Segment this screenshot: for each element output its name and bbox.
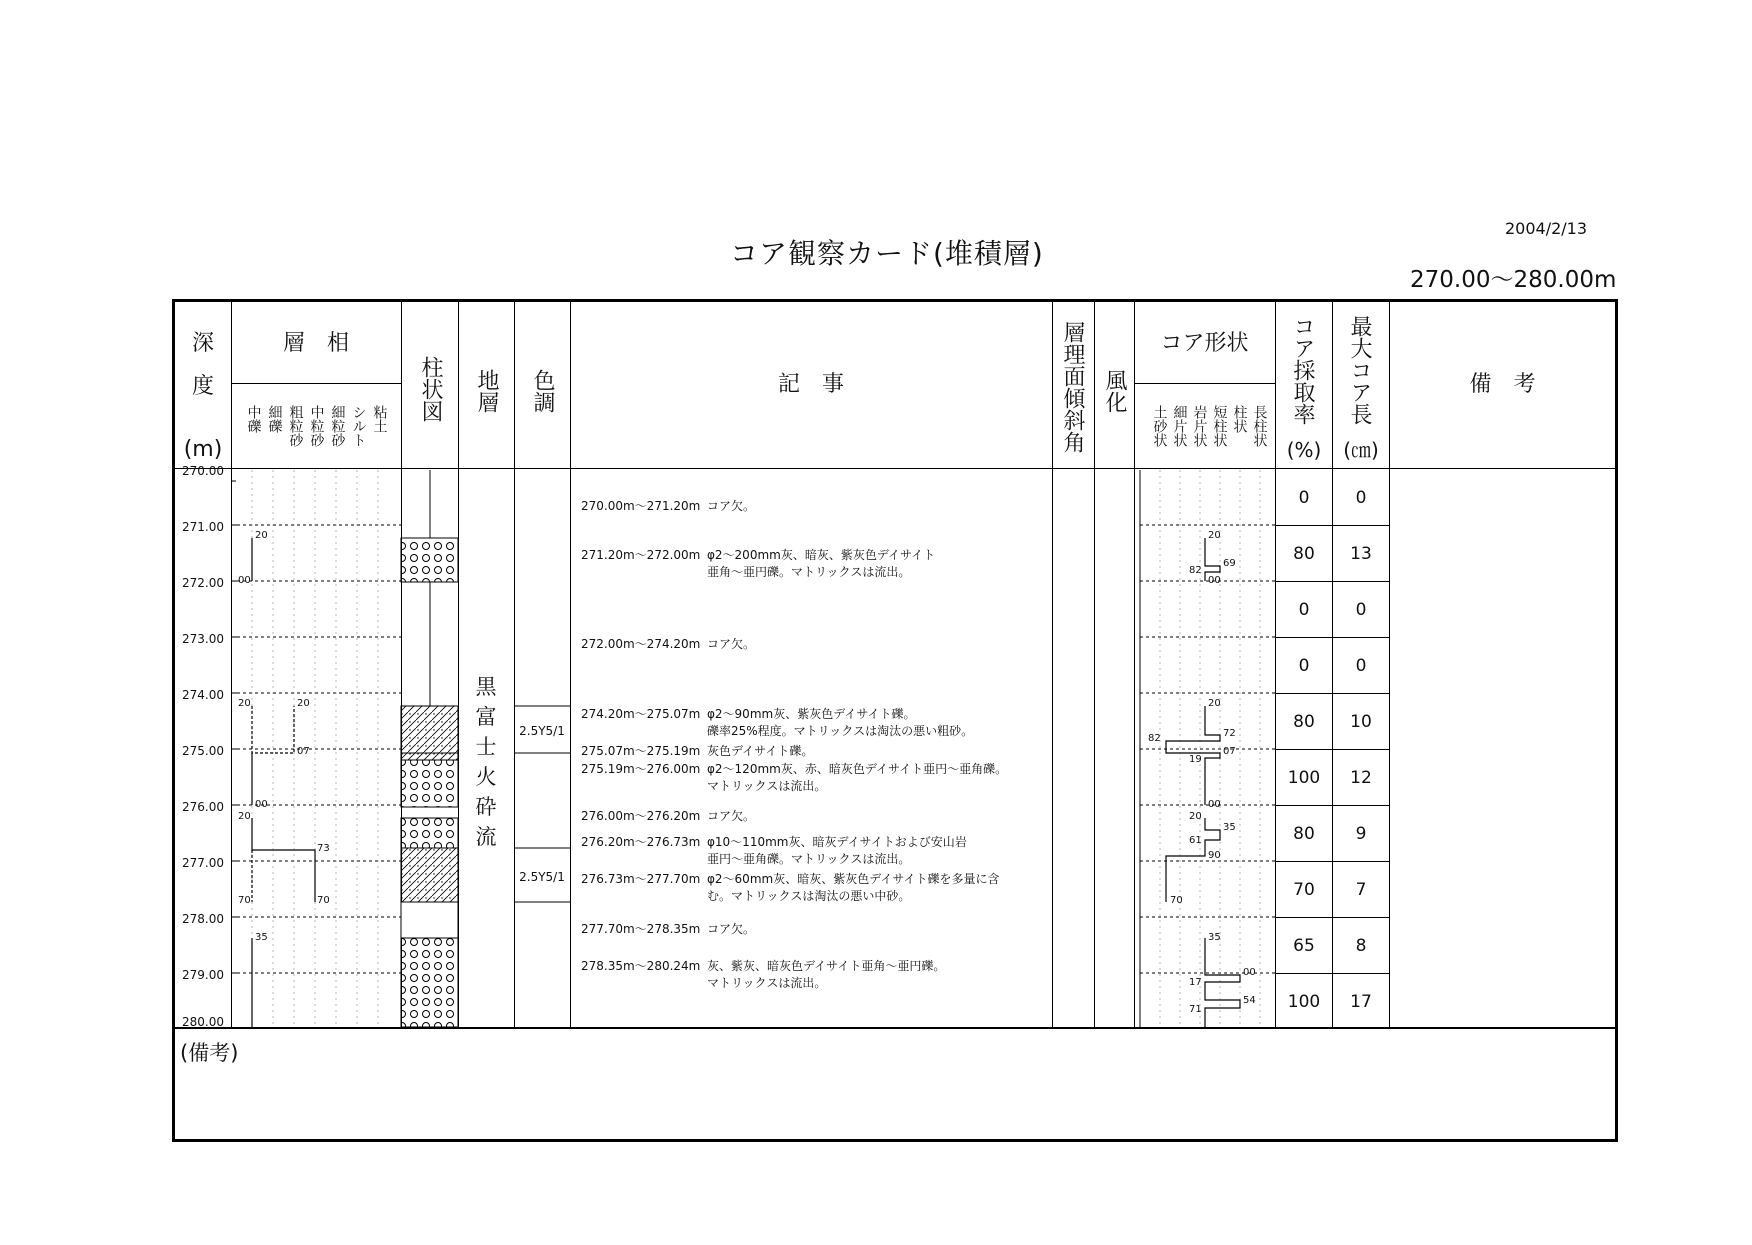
- row-line: [1275, 693, 1389, 694]
- description-entry: 272.00m〜274.20m コア欠。: [581, 637, 756, 651]
- shape-sub-1: 土砂状: [1151, 405, 1168, 447]
- description-entry: 278.35m〜280.24m 灰、紫灰、暗灰色デイサイト亜角〜亜円礫。 マトリックスは流出。: [581, 959, 946, 990]
- description-entry: 276.20m〜276.73m φ10〜110mm灰、暗灰デイサイトおよび安山岩 亜円〜亜角礫。マトリックスは流出。: [581, 835, 967, 866]
- facies-sub-5: 細粒砂: [329, 405, 346, 447]
- facies-sub-2: 細礫: [266, 405, 283, 433]
- weathering-header: 風化: [1102, 369, 1127, 413]
- description-entry: 275.07m〜275.19m 灰色デイサイト礫。: [581, 744, 814, 758]
- shape-value: 20: [1208, 530, 1221, 541]
- recovery-value: 80: [1293, 824, 1315, 844]
- color-value: 2.5Y5/1: [519, 870, 565, 884]
- depth-header-2: 度: [191, 374, 214, 399]
- facies-value: 35: [255, 932, 268, 943]
- description-entry: 275.19m〜276.00m φ2〜120mm灰、赤、暗灰色デイサイト亜円〜亜角礫。 マトリックスは流出。: [581, 762, 1008, 793]
- shape-value: 17: [1189, 977, 1202, 988]
- facies-value: 20: [255, 530, 268, 541]
- facies-value: 20: [238, 698, 251, 709]
- facies-sub-7: 粘土: [371, 405, 388, 433]
- row-line: [1275, 581, 1389, 582]
- max-length-value: 12: [1350, 768, 1372, 788]
- remarks-header: 備 考: [1469, 372, 1536, 397]
- depth-header-1: 深: [191, 331, 214, 356]
- shape-value: 07: [1223, 746, 1236, 757]
- row-line: [1275, 861, 1389, 862]
- shape-sub-3: 岩片状: [1191, 405, 1208, 447]
- shape-value: 61: [1189, 835, 1202, 846]
- max-length-unit: (㎝): [1343, 438, 1379, 462]
- facies-header: 層 相: [282, 331, 349, 356]
- depth-range: 270.00〜280.00m: [1410, 267, 1617, 293]
- depth-label: 273.00: [182, 632, 224, 646]
- description-entry: 277.70m〜278.35m コア欠。: [581, 922, 756, 936]
- color-value: 2.5Y5/1: [519, 724, 565, 738]
- max-length-value: 8: [1355, 936, 1367, 956]
- recovery-header: コア採取率: [1290, 315, 1315, 425]
- description-entry: 270.00m〜271.20m コア欠。: [581, 499, 756, 513]
- shape-sub-2: 細片状: [1171, 405, 1188, 447]
- shape-value: 54: [1243, 995, 1256, 1006]
- bedding-header: 層理面傾斜角: [1060, 321, 1085, 453]
- shape-value: 19: [1189, 754, 1202, 765]
- shape-value: 00: [1243, 967, 1256, 978]
- recovery-value: 0: [1298, 488, 1310, 508]
- stratum-char: 士: [475, 735, 497, 759]
- bottom-remarks-label: (備考): [180, 1041, 239, 1065]
- stratum-header: 地層: [474, 369, 499, 413]
- max-length-value: 0: [1355, 656, 1367, 676]
- shape-value: 71: [1189, 1004, 1202, 1015]
- stratum-char: 火: [475, 765, 497, 789]
- facies-value: 20: [297, 698, 310, 709]
- depth-label: 276.00: [182, 800, 224, 814]
- facies-value: 07: [297, 746, 310, 757]
- shape-value: 35: [1223, 822, 1236, 833]
- row-line: [1275, 973, 1389, 974]
- depth-unit: (m): [183, 437, 223, 462]
- depth-label: 280.00: [182, 1015, 224, 1029]
- recovery-value: 80: [1293, 544, 1315, 564]
- facies-log: [252, 538, 315, 1027]
- shape-value: 70: [1170, 895, 1183, 906]
- max-length-value: 17: [1350, 992, 1372, 1012]
- shape-sub-4: 短柱状: [1211, 405, 1228, 447]
- row-line: [1275, 805, 1389, 806]
- columnar-section: [401, 470, 458, 1027]
- facies-value: 70: [238, 895, 251, 906]
- shape-value: 35: [1208, 932, 1221, 943]
- facies-value: 00: [255, 799, 268, 810]
- color-header: 色調: [530, 369, 555, 413]
- core-shape-header: コア形状: [1160, 331, 1249, 356]
- shape-value: 82: [1189, 565, 1202, 576]
- facies-sub-3: 粗粒砂: [287, 405, 304, 447]
- row-line: [1275, 637, 1389, 638]
- recovery-value: 0: [1298, 656, 1310, 676]
- depth-label: 274.00: [182, 688, 224, 702]
- recovery-value: 80: [1293, 712, 1315, 732]
- shape-value: 00: [1208, 799, 1221, 810]
- row-line: [1275, 749, 1389, 750]
- description-entry: 276.00m〜276.20m コア欠。: [581, 809, 756, 823]
- recovery-value: 0: [1298, 600, 1310, 620]
- shape-value: 69: [1223, 558, 1236, 569]
- stratum-char: 黒: [475, 675, 497, 699]
- shape-value: 20: [1189, 811, 1202, 822]
- stratum-char: 砕: [475, 795, 497, 819]
- card-date: 2004/2/13: [1505, 219, 1588, 238]
- depth-label: 275.00: [182, 744, 224, 758]
- depth-label: 277.00: [182, 856, 224, 870]
- description-header: 記 事: [777, 372, 844, 397]
- depth-label: 278.00: [182, 912, 224, 926]
- max-length-value: 13: [1350, 544, 1372, 564]
- shape-value: 20: [1208, 698, 1221, 709]
- max-length-value: 0: [1355, 600, 1367, 620]
- description-entry: 274.20m〜275.07m φ2〜90mm灰、紫灰色デイサイト礫。 礫率25%程度。マトリックスは淘汰の悪い粗砂。: [581, 707, 974, 738]
- stratum-char: 流: [475, 825, 497, 849]
- row-line: [1275, 917, 1389, 918]
- facies-value: 70: [317, 895, 330, 906]
- max-length-header: 最大コア長: [1347, 315, 1372, 425]
- recovery-value: 65: [1293, 936, 1315, 956]
- shape-sub-5: 柱状: [1231, 405, 1248, 433]
- depth-label: 271.00: [182, 520, 224, 534]
- shape-value: 72: [1223, 728, 1236, 739]
- facies-value: 00: [238, 575, 251, 586]
- facies-sub-4: 中粒砂: [308, 405, 325, 447]
- max-length-value: 0: [1355, 488, 1367, 508]
- depth-label: 272.00: [182, 576, 224, 590]
- recovery-value: 100: [1287, 768, 1321, 788]
- description-entry: 271.20m〜272.00m φ2〜200mm灰、暗灰、紫灰色デイサイト 亜角〜亜円礫。マトリックスは流出。: [581, 548, 936, 579]
- card-title: コア観察カード(堆積層): [730, 237, 1044, 270]
- shape-sub-6: 長柱状: [1251, 405, 1268, 447]
- depth-label: 270.00: [182, 464, 224, 478]
- facies-sub-6: シルト: [350, 405, 367, 447]
- max-length-value: 9: [1355, 824, 1367, 844]
- shape-value: 90: [1208, 850, 1221, 861]
- facies-sub-1: 中礫: [245, 405, 262, 433]
- stratum-char: 富: [475, 705, 497, 729]
- core-shape-log: [1166, 538, 1240, 1027]
- max-length-value: 10: [1350, 712, 1372, 732]
- description-entry: 276.73m〜277.70m φ2〜60mm灰、暗灰、紫灰色デイサイト礫を多量に含 む。マトリックスは淘汰の悪い中砂。: [581, 872, 1000, 903]
- depth-label: 279.00: [182, 968, 224, 982]
- column-header: 柱状図: [418, 356, 443, 422]
- shape-value: 00: [1208, 575, 1221, 586]
- recovery-value: 70: [1293, 880, 1315, 900]
- facies-value: 20: [238, 811, 251, 822]
- row-line: [1275, 525, 1389, 526]
- recovery-value: 100: [1287, 992, 1321, 1012]
- max-length-value: 7: [1355, 880, 1367, 900]
- shape-value: 82: [1148, 733, 1161, 744]
- recovery-unit: (%): [1286, 438, 1322, 462]
- facies-value: 73: [317, 843, 330, 854]
